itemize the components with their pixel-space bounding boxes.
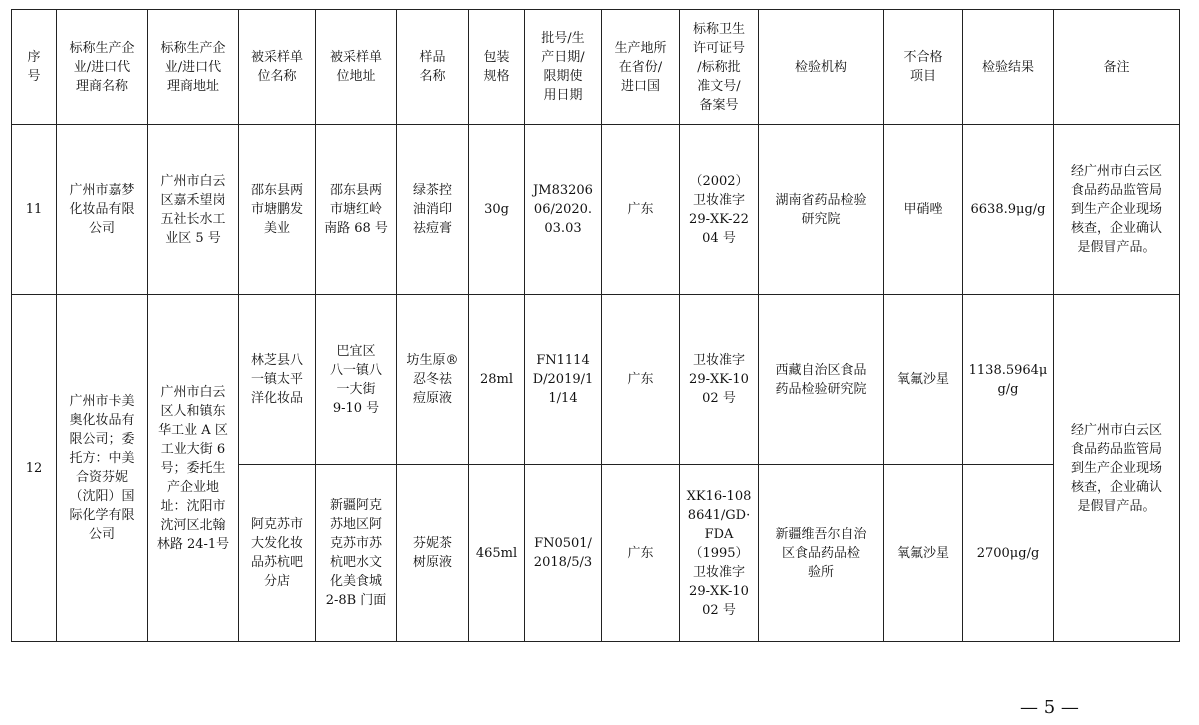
- header-company: 标称生产企 业/进口代 理商名称: [57, 10, 148, 125]
- header-package: 包装 规格: [469, 10, 525, 125]
- header-sample-name: 样品 名称: [397, 10, 469, 125]
- row12b-agency: 新疆维吾尔自治 区食品药品检 验所: [759, 465, 884, 642]
- header-row: [12, 10, 1180, 125]
- row12b-sampled-address: 新疆阿克 苏地区阿 克苏市苏 杭吧水文 化美食城 2-8B 门面: [316, 465, 397, 642]
- row11-package: 30g: [469, 125, 525, 295]
- table-row-12a: [12, 295, 1180, 465]
- row12b-batch: FN0501/ 2018/5/3: [525, 465, 602, 642]
- row11-failed-item: 甲硝唑: [884, 125, 963, 295]
- row12-remark: 经广州市白云区 食品药品监管局 到生产企业现场 核查，企业确认 是假冒产品。: [1054, 295, 1180, 642]
- header-company-address: 标称生产企 业/进口代 理商地址: [148, 10, 239, 125]
- row12a-province: 广东: [602, 295, 680, 465]
- header-seq: 序 号: [12, 10, 57, 125]
- row11-result: 6638.9μg/g: [963, 125, 1054, 295]
- row12a-sample-name: 坊生原® 忍冬祛 痘原液: [397, 295, 469, 465]
- row12a-sampled-unit: 林芝县八 一镇太平 洋化妆品: [239, 295, 316, 465]
- row12a-result: 1138.5964μ g/g: [963, 295, 1054, 465]
- header-sampled-unit: 被采样单 位名称: [239, 10, 316, 125]
- header-remark: 备注: [1054, 10, 1180, 125]
- row11-seq: 11: [12, 125, 57, 295]
- row12a-package: 28ml: [469, 295, 525, 465]
- row12-seq: 12: [12, 295, 57, 642]
- row11-company-address: 广州市白云 区嘉禾望岗 五社长水工 业区 5 号: [148, 125, 239, 295]
- row12b-sampled-unit: 阿克苏市 大发化妆 品苏杭吧 分店: [239, 465, 316, 642]
- row12a-agency: 西藏自治区食品 药品检验研究院: [759, 295, 884, 465]
- page-number: — 5 —: [1020, 697, 1079, 718]
- row11-sample-name: 绿茶控 油消印 祛痘膏: [397, 125, 469, 295]
- row11-company: 广州市嘉梦 化妆品有限 公司: [57, 125, 148, 295]
- row11-sampled-address: 邵东县两 市塘红岭 南路 68 号: [316, 125, 397, 295]
- header-sampled-address: 被采样单 位地址: [316, 10, 397, 125]
- row12b-result: 2700μg/g: [963, 465, 1054, 642]
- inspection-results-table: [11, 9, 1180, 642]
- row12a-sampled-address: 巴宜区 八一镇八 一大街 9-10 号: [316, 295, 397, 465]
- header-agency: 检验机构: [759, 10, 884, 125]
- row11-sampled-unit: 邵东县两 市塘鹏发 美业: [239, 125, 316, 295]
- row12a-batch: FN1114 D/2019/1 1/14: [525, 295, 602, 465]
- header-license: 标称卫生 许可证号 /标称批 准文号/ 备案号: [680, 10, 759, 125]
- row11-batch: JM83206 06/2020. 03.03: [525, 125, 602, 295]
- header-failed-item: 不合格 项目: [884, 10, 963, 125]
- table-row-11: [12, 125, 1180, 295]
- header-province: 生产地所 在省份/ 进口国: [602, 10, 680, 125]
- row12-company: 广州市卡美 奥化妆品有 限公司；委 托方：中美 合资芬妮 （沈阳）国 际化学有限 公司: [57, 295, 148, 642]
- header-batch: 批号/生 产日期/ 限期使 用日期: [525, 10, 602, 125]
- row12a-failed-item: 氧氟沙星: [884, 295, 963, 465]
- row12b-province: 广东: [602, 465, 680, 642]
- row12a-license: 卫妆准字 29-XK-10 02 号: [680, 295, 759, 465]
- row12b-license: XK16-108 8641/GD· FDA （1995） 卫妆准字 29-XK-10 02 号: [680, 465, 759, 642]
- row11-remark: 经广州市白云区 食品药品监管局 到生产企业现场 核查，企业确认 是假冒产品。: [1054, 125, 1180, 295]
- row12b-failed-item: 氧氟沙星: [884, 465, 963, 642]
- row12-company-address: 广州市白云 区人和镇东 华工业 A 区 工业大街 6 号；委托生 产企业地 址：沈阳市 沈河区北翰 林路 24-1号: [148, 295, 239, 642]
- row11-province: 广东: [602, 125, 680, 295]
- row11-agency: 湖南省药品检验 研究院: [759, 125, 884, 295]
- row12b-package: 465ml: [469, 465, 525, 642]
- row12b-sample-name: 芬妮茶 树原液: [397, 465, 469, 642]
- row11-license: （2002） 卫妆准字 29-XK-22 04 号: [680, 125, 759, 295]
- header-result: 检验结果: [963, 10, 1054, 125]
